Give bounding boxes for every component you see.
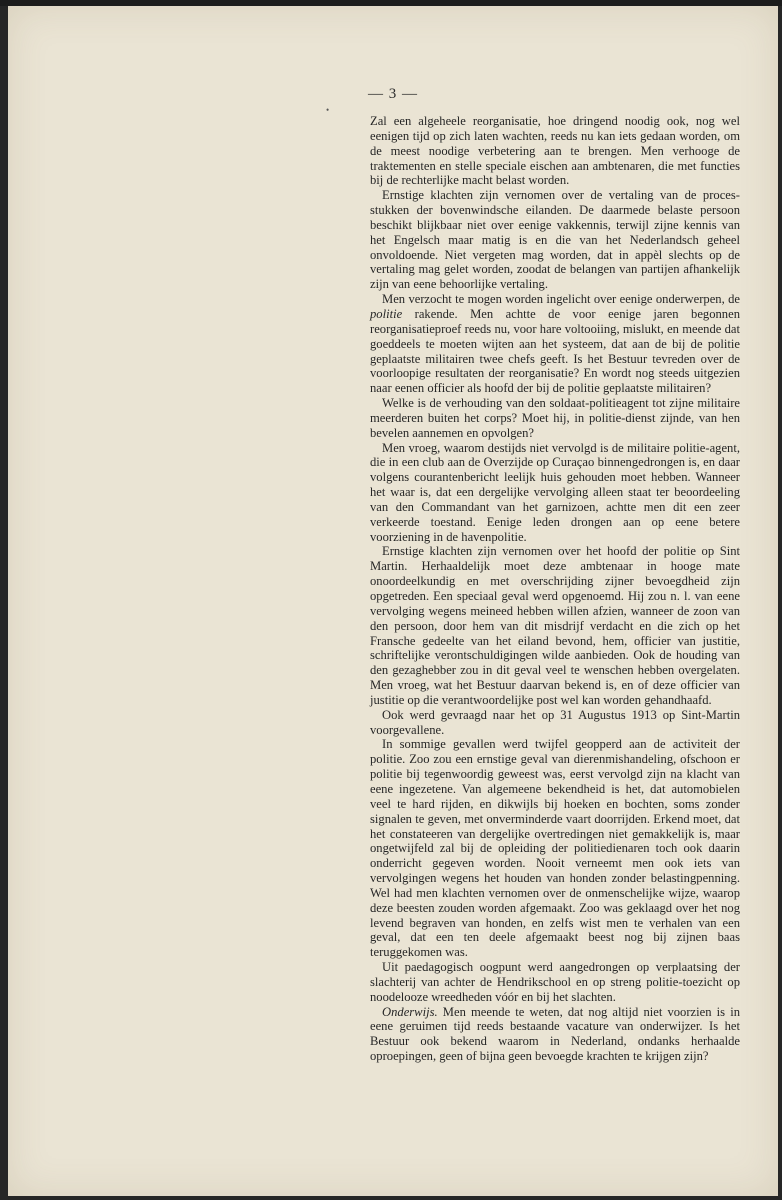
- paragraph-4-text: Welke is de verhouding van den soldaat-politieagent tot zijne militaire meerderen buiten het corps? Moet hij, in politie-dienst zijnde, van hen bevelen aannemen en opvolgen?: [370, 396, 740, 440]
- paragraph-6: [370, 544, 740, 707]
- paragraph-2: [370, 188, 740, 292]
- body-text: [370, 114, 740, 1064]
- paragraph-3-text-a: Men verzocht te mogen worden ingelicht over eenige onderwerpen, de: [382, 292, 740, 307]
- paragraph-1-text: Zal een algeheele reorganisatie, hoe dringend noodig ook, nog wel eenigen tijd op zich laten wachten, reeds nu kan iets gedaan worden, om de meest noodige verbetering aan te brengen. Men verhooge de traktementen en stelle speciale eischen aan ambtenaren, die met functies bij de rechterlijke macht belast worden.: [370, 114, 740, 188]
- paragraph-10-text-b: Men meende te weten, dat nog altijd niet voorzien is in eene geruimen tijd reeds bestaande vacature van onderwijzer. Is het Bestuur ook bekend waarom in Nederland, ondanks herhaalde oproepingen, geen of bijna geen bevoegde krachten te krijgen zijn?: [370, 1004, 740, 1064]
- paragraph-9: [370, 960, 740, 1005]
- paragraph-8: [370, 737, 740, 960]
- paragraph-5: [370, 441, 740, 545]
- paragraph-5-text: Men vroeg, waarom destijds niet vervolgd is de militaire politie-agent, die in een club aan de Overzijde op Curaçao binnengedrongen is, en daar volgens courantenbericht leelijk huis gehouden moet hebben. Wanneer het waar is, dat een dergelijke vervolging alleen staat ter beoordeeling van den Commandant van het garnizoen, achtte men dit een zeer verkeerde toestand. Eenige leden drongen aan op eene betere voorziening in de havenpolitie.: [370, 440, 740, 544]
- paragraph-7: [370, 708, 740, 738]
- paragraph-3-italic: politie: [370, 306, 403, 321]
- paragraph-2-text: Ernstige klachten zijn vernomen over de vertaling van de proces-stukken der bovenwindsche eilanden. De daarmede belaste persoon beschikt blijkbaar niet over eenige vakkennis, terwijl zijne kennis van het Engelsch maar matig is en die van het Nederlandsch geheel onvoldoende. Niet vergeten mag worden, dat in appèl slechts op de vertaling mag gelet worden, zoodat de belangen van partijen afhankelijk zijn van eene behoorlijke vertaling.: [370, 188, 740, 292]
- paragraph-4: [370, 396, 740, 441]
- paragraph-6-text: Ernstige klachten zijn vernomen over het hoofd der politie op Sint Martin. Herhaaldelijk moet deze ambtenaar in hooge mate onoordeelkundig en met overschrijding zijner bevoegdheid zijn opgetreden. Een speciaal geval werd opgenoemd. Hij zou n. l. van eene vervolging wegens meineed hebben willen afzien, wanneer de zoon van den persoon, door hem van dit misdrijf verdacht en die zich op het Fransche gedeelte van het eiland bevond, hem, officier van justitie, schriftelijke verontschuldigingen wilde aanbieden. Ook de houding van den gezaghebber zou in dit geval veel te wenschen hebben overgelaten. Men vroeg, wat het Bestuur daarvan bekend is, en of deze officier van justitie op die verantwoordelijke post wel kan worden gehandhaafd.: [370, 544, 740, 707]
- paragraph-8-text: In sommige gevallen werd twijfel geopperd aan de activiteit der politie. Zoo zou een ernstige geval van dierenmishandeling, ofschoon er politie bij tegenwoordig geweest was, eerst vervolgd zijn na klacht van eene ingezetene. Van algemeene bekendheid is het, dat automobielen veel te hard rijden, en dikwijls bij hoeken en bochten, soms zonder signalen te geven, met onverminderde vaart doorrijden. Erkend moet, dat het constateeren van dergelijke overtredingen niet gemakkelijk is, maar ongetwijfeld zal bij de opleiding der politiedienaren toch ook daarin onderricht gegeven worden. Nooit verneemt men ook iets van vervolgingen wegens het houden van honden zonder belastingpenning. Wel had men klachten vernomen over de onmenschelijke wijze, waarop deze beesten zouden worden afgemaakt. Zoo was geklaagd over het nog levend begraven van honden, en zelfs wist men te verhalen van een geval, dat een ten deele afgemaakt beest nog bij zijnen baas teruggekomen was.: [370, 737, 740, 960]
- page-number: — 3 —: [368, 86, 418, 102]
- paragraph-9-text: Uit paedagogisch oogpunt werd aangedrongen op verplaatsing der slachterij van achter de Hendrikschool en op streng politie-toezicht op noodelooze wreedheden vóór en bij het slachten.: [370, 960, 740, 1004]
- paragraph-3-text-b: rakende. Men achtte de voor eenige jaren begonnen reorganisatieproef reeds nu, voor hare voltooiing, mislukt, en meende dat goeddeels te moeten wijten aan het systeem, dat aan de bij de politie geplaatste militairen twee chefs geeft. Is het Bestuur tevreden over de voorloopige resultaten der reorganisatie? En wordt nog steeds uitgezien naar eenen officier als hoofd der bij de politie geplaatste militairen?: [370, 306, 740, 396]
- paragraph-10-italic: Onderwijs.: [382, 1004, 438, 1019]
- paragraph-10: [370, 1005, 740, 1064]
- paragraph-1: [370, 114, 740, 188]
- document-page: [8, 6, 778, 1196]
- paragraph-7-text: Ook werd gevraagd naar het op 31 Augustus 1913 op Sint-Martin voorgevallene.: [370, 707, 740, 737]
- paragraph-3: [370, 292, 740, 396]
- margin-dot: •: [326, 105, 330, 115]
